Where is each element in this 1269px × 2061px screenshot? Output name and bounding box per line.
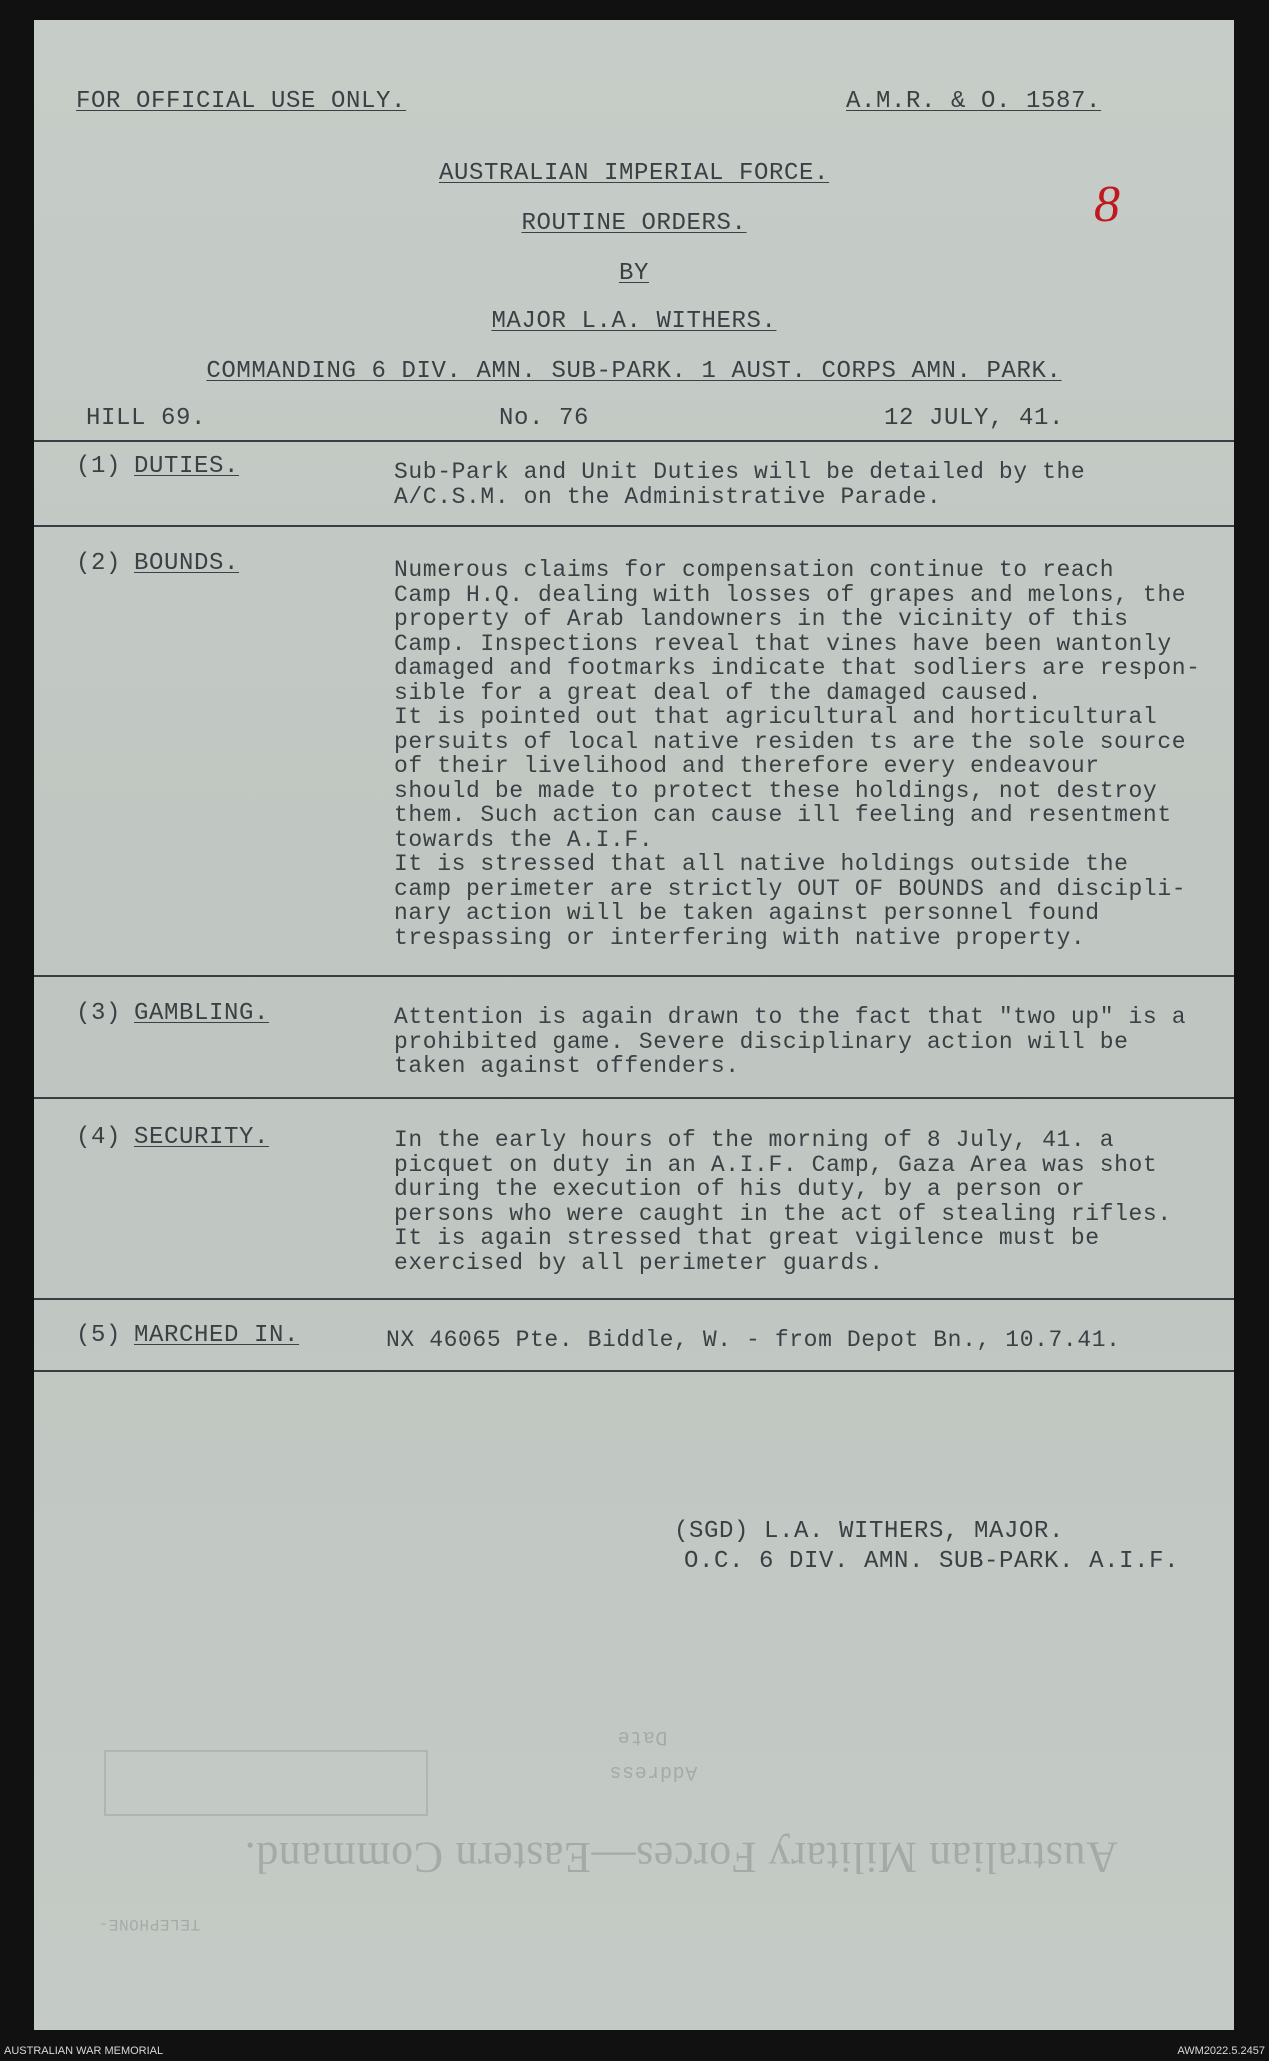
item-text: In the early hours of the morning of 8 July, 41. a picquet on duty in an A.I.F. Camp, Gaza Area was shot during the execution of his duty, by a person or persons who were caught in the act of stealing rifles. It is again stressed that great vigilence must be exercised by all perimeter guards. — [394, 1127, 1172, 1276]
signature-title: O.C. 6 DIV. AMN. SUB-PARK. A.I.F. — [684, 1548, 1180, 1575]
item-heading: SECURITY. — [134, 1124, 270, 1151]
divider — [34, 975, 1234, 977]
by-line: BY — [618, 260, 649, 287]
signature-line: (SGD) L.A. WITHERS, MAJOR. — [674, 1518, 1065, 1545]
divider — [34, 1298, 1234, 1300]
item-number: (3) — [76, 1000, 122, 1027]
item-number: (5) — [76, 1322, 122, 1349]
item-heading: GAMBLING. — [134, 1000, 270, 1027]
archive-credit: AUSTRALIAN WAR MEMORIAL — [4, 2045, 164, 2057]
reference-number: A.M.R. & O. 1587. — [846, 88, 1102, 115]
command-line: COMMANDING 6 DIV. AMN. SUB-PARK. 1 AUST. CORPS AMN. PARK. — [206, 358, 1062, 385]
show-through-telephone: TELEPHONE- — [98, 1915, 201, 1933]
item-heading: DUTIES. — [134, 453, 240, 480]
item-number: (4) — [76, 1124, 122, 1151]
document-page — [34, 20, 1234, 2030]
classification-label: FOR OFFICIAL USE ONLY. — [76, 88, 407, 115]
item-number: (1) — [76, 453, 122, 480]
item-text: Numerous claims for compensation continue to reach Camp H.Q. dealing with losses of grapes and melons, the property of Arab landowners in the vicinity of this Camp. Inspections reveal that vines have been wantonly damaged and footmarks indicate that sodliers are respon- sible for a great deal of the damaged caused. It is pointed out that agricultural and horticultural persuits of local native residen ts are the sole source of their livelihood and therefore every endeavour should be made to protect these holdings, not destroy them. Such action can cause ill feeling and resentment towards the A.I.F. It is stressed that all native holdings outside the camp perimeter are strictly OUT OF BOUNDS and discipli- nary action will be taken against personnel found trespassing or interfering with native property. — [394, 557, 1201, 951]
order-date: 12 JULY, 41. — [884, 405, 1065, 432]
divider — [34, 1097, 1234, 1099]
item-number: (2) — [76, 550, 122, 577]
show-through-box — [104, 1750, 428, 1816]
officer-name: MAJOR L.A. WITHERS. — [491, 308, 777, 335]
order-number: No. 76 — [499, 405, 590, 432]
show-through-date: Date — [617, 1725, 668, 1748]
location: HILL 69. — [86, 405, 207, 432]
orders-title: ROUTINE ORDERS. — [521, 210, 747, 237]
show-through-letterhead: Australian Military Forces—Eastern Command. — [244, 1833, 1118, 1882]
item-text: Sub-Park and Unit Duties will be detailed by the A/C.S.M. on the Administrative Parade. — [394, 459, 1086, 510]
item-text: Attention is again drawn to the fact that "two up" is a prohibited game. Severe disciplinary action will be taken against offenders. — [394, 1004, 1187, 1079]
item-heading: BOUNDS. — [134, 550, 240, 577]
divider — [34, 525, 1234, 527]
item-text: NX 46065 Pte. Biddle, W. - from Depot Bn., 10.7.41. — [386, 1327, 1121, 1353]
divider — [34, 440, 1234, 442]
item-heading: MARCHED IN. — [134, 1322, 300, 1349]
red-annotation: 8 — [1094, 176, 1121, 233]
show-through-address: Address — [609, 1760, 698, 1783]
force-title: AUSTRALIAN IMPERIAL FORCE. — [438, 160, 830, 187]
divider — [34, 1370, 1234, 1372]
archive-id: AWM2022.5.2457 — [1177, 2045, 1265, 2057]
